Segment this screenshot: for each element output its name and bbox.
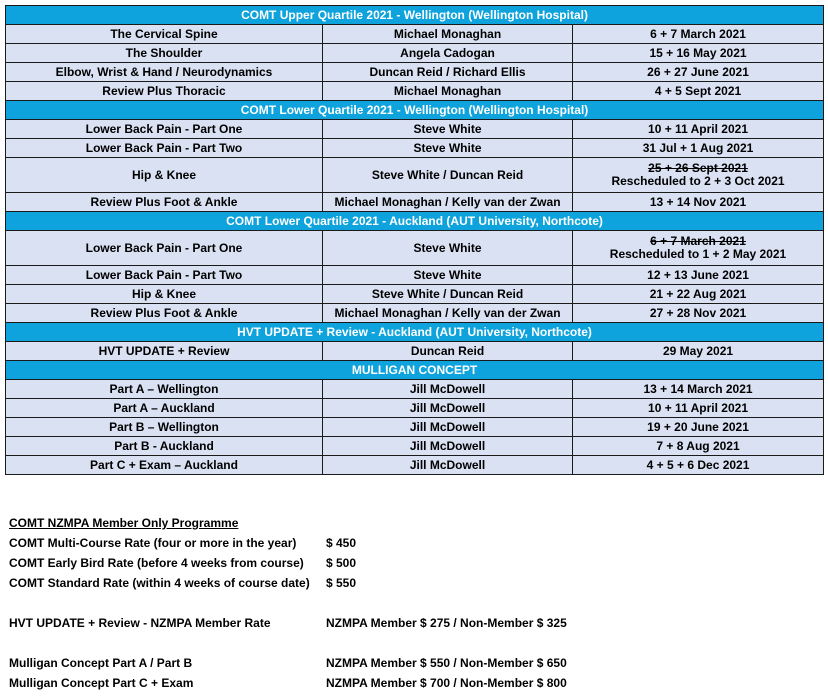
table-row	[6, 266, 824, 285]
course-name: Part B – Wellington	[6, 418, 323, 437]
course-schedule-body	[6, 6, 824, 475]
tutor-name: Duncan Reid	[323, 342, 573, 361]
price-line	[9, 553, 357, 573]
tutor-name: Duncan Reid / Richard Ellis	[323, 63, 573, 82]
table-row	[6, 82, 824, 101]
table-row	[6, 231, 824, 266]
pricing-title: COMT NZMPA Member Only Programme	[9, 516, 239, 530]
course-date: 4 + 5 Sept 2021	[573, 82, 824, 101]
course-name: Lower Back Pain - Part Two	[6, 139, 323, 158]
course-date-cell	[573, 231, 824, 266]
course-date: 27 + 28 Nov 2021	[573, 304, 824, 323]
course-name: Part C + Exam – Auckland	[6, 456, 323, 475]
course-name: Part B - Auckland	[6, 437, 323, 456]
course-name: Review Plus Foot & Ankle	[6, 193, 323, 212]
price-label: COMT Standard Rate (within 4 weeks of course date)	[9, 576, 310, 590]
table-row	[6, 437, 824, 456]
tutor-name: Steve White / Duncan Reid	[323, 158, 573, 193]
table-row	[6, 285, 824, 304]
course-name: Hip & Knee	[6, 285, 323, 304]
section-header: HVT UPDATE + Review - Auckland (AUT University, Northcote)	[6, 323, 824, 342]
price-label: Mulligan Concept Part C + Exam	[9, 676, 194, 690]
price-value: NZMPA Member $ 550 / Non-Member $ 650	[326, 656, 567, 670]
section-header: COMT Upper Quartile 2021 - Wellington (Wellington Hospital)	[6, 6, 824, 25]
course-date: 19 + 20 June 2021	[573, 418, 824, 437]
table-row	[6, 63, 824, 82]
price-line	[9, 613, 567, 633]
section-header-row	[6, 101, 824, 120]
course-name: HVT UPDATE + Review	[6, 342, 323, 361]
course-name: Lower Back Pain - Part Two	[6, 266, 323, 285]
course-name: Hip & Knee	[6, 158, 323, 193]
course-date: 29 May 2021	[573, 342, 824, 361]
price-line	[9, 653, 567, 673]
tutor-name: Steve White	[323, 231, 573, 266]
table-row	[6, 304, 824, 323]
tutor-name: Jill McDowell	[323, 437, 573, 456]
table-row	[6, 399, 824, 418]
price-value: $ 500	[326, 556, 357, 570]
spacer	[9, 593, 238, 613]
course-name: Review Plus Thoracic	[6, 82, 323, 101]
course-date: 4 + 5 + 6 Dec 2021	[573, 456, 824, 475]
table-row	[6, 418, 824, 437]
rescheduled-date: Rescheduled to 1 + 2 May 2021	[609, 247, 787, 261]
section-header-row	[6, 6, 824, 25]
price-value: NZMPA Member $ 700 / Non-Member $ 800	[326, 676, 567, 690]
price-label: HVT UPDATE + Review - NZMPA Member Rate	[9, 616, 271, 630]
price-value: $ 450	[326, 536, 357, 550]
spacer	[9, 633, 238, 653]
tutor-name: Michael Monaghan	[323, 25, 573, 44]
tutor-name: Michael Monaghan / Kelly van der Zwan	[323, 193, 573, 212]
course-schedule-table	[5, 5, 824, 475]
course-name: Lower Back Pain - Part One	[6, 120, 323, 139]
pricing-section	[9, 513, 567, 693]
table-row	[6, 25, 824, 44]
table-row	[6, 380, 824, 399]
price-line	[9, 573, 357, 593]
section-header: MULLIGAN CONCEPT	[6, 361, 824, 380]
price-label: COMT Early Bird Rate (before 4 weeks from course)	[9, 556, 304, 570]
tutor-name: Jill McDowell	[323, 418, 573, 437]
price-line	[9, 533, 357, 553]
course-date: 10 + 11 April 2021	[573, 399, 824, 418]
tutor-name: Angela Cadogan	[323, 44, 573, 63]
table-row	[6, 158, 824, 193]
section-header: COMT Lower Quartile 2021 - Wellington (Wellington Hospital)	[6, 101, 824, 120]
course-name: The Shoulder	[6, 44, 323, 63]
tutor-name: Steve White	[323, 266, 573, 285]
table-row	[6, 193, 824, 212]
tutor-name: Steve White	[323, 120, 573, 139]
course-date: 13 + 14 Nov 2021	[573, 193, 824, 212]
tutor-name: Jill McDowell	[323, 456, 573, 475]
price-line	[9, 673, 567, 693]
course-date: 10 + 11 April 2021	[573, 120, 824, 139]
tutor-name: Steve White	[323, 139, 573, 158]
course-name: Review Plus Foot & Ankle	[6, 304, 323, 323]
course-name: Part A – Wellington	[6, 380, 323, 399]
cancelled-date: 25 + 26 Sept 2021	[648, 161, 748, 175]
section-header-row	[6, 212, 824, 231]
cancelled-date: 6 + 7 March 2021	[650, 234, 746, 248]
tutor-name: Steve White / Duncan Reid	[323, 285, 573, 304]
course-date: 12 + 13 June 2021	[573, 266, 824, 285]
tutor-name: Jill McDowell	[323, 399, 573, 418]
course-name: Part A – Auckland	[6, 399, 323, 418]
table-row	[6, 456, 824, 475]
price-label: COMT Multi-Course Rate (four or more in the year)	[9, 536, 297, 550]
course-date: 21 + 22 Aug 2021	[573, 285, 824, 304]
tutor-name: Jill McDowell	[323, 380, 573, 399]
course-date: 31 Jul + 1 Aug 2021	[573, 139, 824, 158]
table-row	[6, 342, 824, 361]
rescheduled-date: Rescheduled to 2 + 3 Oct 2021	[611, 174, 785, 188]
course-date: 7 + 8 Aug 2021	[573, 437, 824, 456]
course-date-cell	[573, 158, 824, 193]
course-name: Lower Back Pain - Part One	[6, 231, 323, 266]
table-row	[6, 120, 824, 139]
tutor-name: Michael Monaghan	[323, 82, 573, 101]
section-header: COMT Lower Quartile 2021 - Auckland (AUT University, Northcote)	[6, 212, 824, 231]
course-date: 26 + 27 June 2021	[573, 63, 824, 82]
course-date: 15 + 16 May 2021	[573, 44, 824, 63]
course-date: 6 + 7 March 2021	[573, 25, 824, 44]
section-header-row	[6, 361, 824, 380]
course-name: Elbow, Wrist & Hand / Neurodynamics	[6, 63, 323, 82]
price-value: $ 550	[326, 576, 357, 590]
course-name: The Cervical Spine	[6, 25, 323, 44]
section-header-row	[6, 323, 824, 342]
table-row	[6, 44, 824, 63]
price-label: Mulligan Concept Part A / Part B	[9, 656, 193, 670]
tutor-name: Michael Monaghan / Kelly van der Zwan	[323, 304, 573, 323]
course-date: 13 + 14 March 2021	[573, 380, 824, 399]
price-value: NZMPA Member $ 275 / Non-Member $ 325	[326, 616, 567, 630]
table-row	[6, 139, 824, 158]
